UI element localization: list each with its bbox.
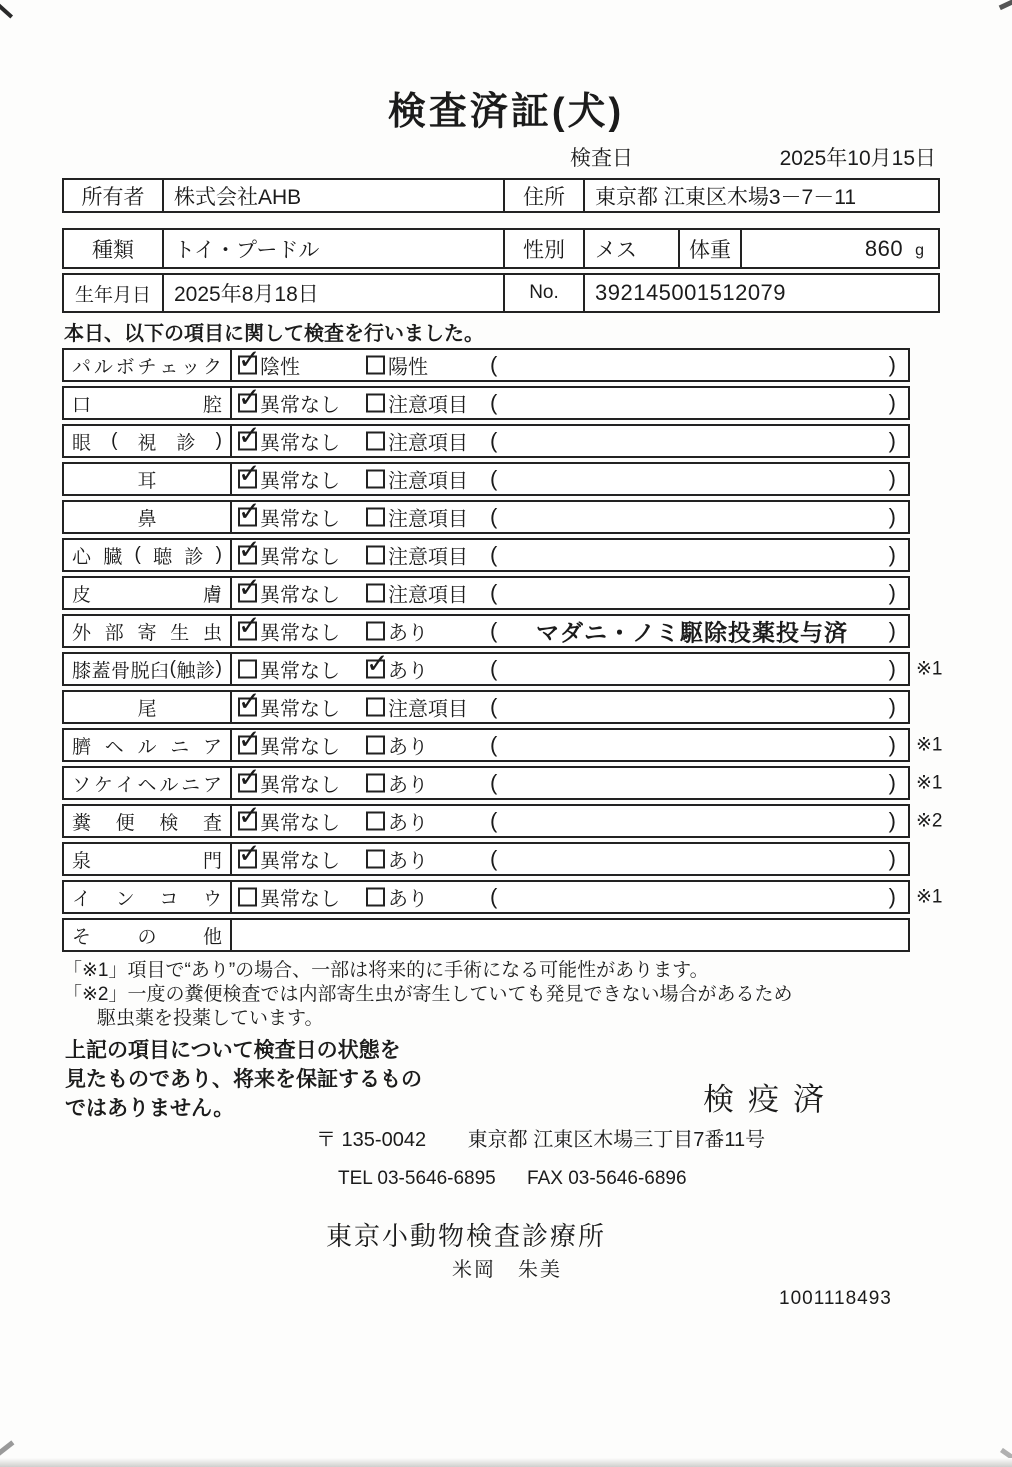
exam-item-content (232, 578, 908, 608)
exam-option (366, 845, 428, 874)
paren-close: ) (888, 466, 896, 491)
document-number: 1001118493 (779, 1288, 892, 1309)
paren-open: ( (490, 808, 498, 833)
exam-option (238, 427, 340, 456)
paren-open: ( (490, 656, 498, 681)
exam-option (366, 807, 428, 836)
checkbox-icon (238, 660, 257, 679)
sex-value: メス (585, 230, 680, 267)
examiner-name: 米岡 朱美 (452, 1259, 562, 1281)
exam-option (238, 503, 340, 532)
checkbox-icon (366, 432, 385, 451)
checkbox-icon (238, 508, 257, 527)
disclaimer-line-3: ではありません。 (65, 1097, 235, 1120)
exam-row (62, 728, 943, 762)
weight-unit: g (915, 241, 924, 259)
no-value: 392145001512079 (595, 280, 787, 305)
paren-close: ) (888, 656, 896, 681)
exam-item-label: 膝 蓋 骨 脱 臼 ( 触 診 ) (64, 654, 232, 684)
checkbox-icon (366, 584, 385, 603)
option-label: 注意項目 (388, 432, 468, 455)
exam-row (62, 386, 910, 420)
checkbox-icon (238, 432, 257, 451)
exam-item-label: 糞 便 検 査 (64, 806, 232, 836)
option-label: 陽性 (388, 356, 428, 379)
row-footnote-ref: ※2 (916, 810, 943, 832)
paren-content: マダニ・ノミ駆除投薬投与済 (536, 619, 848, 646)
checkbox-icon (238, 584, 257, 603)
exam-row (62, 652, 943, 686)
option-label: 注意項目 (388, 546, 468, 569)
exam-item-label: 鼻 (64, 502, 232, 532)
weight-value (742, 230, 938, 267)
paren-close: ) (888, 808, 896, 833)
exam-row (62, 690, 910, 724)
exam-option (238, 693, 340, 722)
exam-row (62, 842, 910, 876)
option-label: あり (388, 850, 428, 873)
exam-option (238, 731, 340, 760)
exam-option (366, 731, 428, 760)
paren-open: ( (490, 466, 498, 491)
paren-open: ( (490, 504, 498, 529)
exam-item-label: 口 腔 (64, 388, 232, 418)
exam-item-label: 眼 ( 視 診 ) (64, 426, 232, 456)
paren-close: ) (888, 618, 896, 643)
exam-item-content (232, 350, 908, 380)
paren-open: ( (490, 428, 498, 453)
option-label: あり (388, 812, 428, 835)
footnote-2-continued: 駆虫薬を投薬しています。 (97, 1008, 324, 1029)
option-label: 異常なし (260, 774, 340, 797)
option-label: 異常なし (260, 736, 340, 759)
option-label: 注意項目 (388, 698, 468, 721)
checkbox-icon (238, 888, 257, 907)
paren-close: ) (888, 694, 896, 719)
row-footnote-ref: ※1 (916, 772, 943, 794)
exam-item-label: 尾 (64, 692, 232, 722)
exam-item-label: 耳 (64, 464, 232, 494)
breed-value: トイ・プードル (164, 230, 505, 267)
exam-row (62, 500, 910, 534)
exam-option (238, 845, 340, 874)
exam-item-label: 臍 ヘ ル ニ ア (64, 730, 232, 760)
clinic-postal-row (316, 1123, 765, 1152)
exam-item-content (232, 844, 908, 874)
exam-row (62, 348, 910, 382)
option-label: あり (388, 888, 428, 911)
exam-row (62, 462, 910, 496)
option-label: 異常なし (260, 888, 340, 911)
paren-open: ( (490, 580, 498, 605)
exam-option (366, 655, 428, 684)
option-label: 異常なし (260, 584, 340, 607)
option-label: あり (388, 736, 428, 759)
breed-label: 種類 (64, 230, 164, 267)
quarantine-stamp: 検疫済 (703, 1082, 838, 1117)
weight-number: 860 (864, 235, 904, 261)
checkbox-icon (366, 698, 385, 717)
birth-no-table (62, 273, 940, 313)
scan-artifact-top-right (999, 0, 1012, 10)
checkbox-icon (366, 850, 385, 869)
checkbox-icon (238, 546, 257, 565)
exam-option (366, 503, 468, 532)
clinic-postal-code: 〒 135-0042 (316, 1129, 427, 1151)
exam-item-label: そ の 他 (64, 920, 232, 950)
exam-option (366, 579, 468, 608)
paren-close: ) (888, 580, 896, 605)
exam-option (366, 351, 428, 380)
checkbox-icon (366, 736, 385, 755)
paren-close: ) (888, 428, 896, 453)
checkbox-icon (366, 888, 385, 907)
option-label: 異常なし (260, 660, 340, 683)
option-label: 異常なし (260, 850, 340, 873)
option-label: 注意項目 (388, 394, 468, 417)
exam-item-content (232, 882, 908, 912)
checkbox-icon (238, 394, 257, 413)
disclaimer-line-2: 見たものであり、将来を保証するもの (65, 1068, 422, 1091)
address-value: 東京都 江東区木場3－7－11 (595, 185, 856, 209)
exam-option (366, 883, 428, 912)
checkbox-icon (366, 356, 385, 375)
exam-item-content (232, 388, 908, 418)
option-label: 異常なし (260, 698, 340, 721)
birth-value: 2025年8月18日 (164, 275, 505, 311)
option-label: 異常なし (260, 812, 340, 835)
exam-date-label: 検査日 (570, 147, 633, 170)
paren-close: ) (888, 390, 896, 415)
exam-item-content (232, 692, 908, 722)
checkbox-icon (366, 470, 385, 489)
exam-option (238, 655, 340, 684)
exam-row (62, 424, 910, 458)
pet-info-table (62, 228, 940, 269)
exam-table (62, 348, 943, 956)
owner-label: 所有者 (64, 180, 164, 211)
exam-item-content (232, 920, 908, 950)
exam-option (366, 389, 468, 418)
exam-item-content (232, 730, 908, 760)
sex-label: 性別 (505, 230, 585, 267)
exam-option (238, 579, 340, 608)
exam-item-label: パ ル ボ チ ェ ッ ク (64, 350, 232, 380)
exam-item-content (232, 426, 908, 456)
exam-row (62, 614, 910, 648)
row-footnote-ref: ※1 (916, 658, 943, 680)
option-label: 異常なし (260, 622, 340, 645)
scan-edge-shadow (0, 1458, 1012, 1467)
paren-open: ( (490, 846, 498, 871)
exam-item-label: 心 臓 ( 聴 診 ) (64, 540, 232, 570)
exam-option (238, 807, 340, 836)
exam-option (366, 541, 468, 570)
paren-open: ( (490, 618, 498, 643)
checkbox-icon (238, 622, 257, 641)
exam-option (238, 883, 340, 912)
paren-close: ) (888, 352, 896, 377)
exam-item-content (232, 806, 908, 836)
page-title: 検査済証(犬) (387, 91, 625, 133)
exam-item-label: イ ン コ ウ (64, 882, 232, 912)
checkbox-icon (366, 660, 385, 679)
exam-row (62, 804, 943, 838)
exam-row (62, 880, 943, 914)
checkbox-icon (238, 774, 257, 793)
paren-close: ) (888, 846, 896, 871)
option-label: 陰性 (260, 356, 300, 379)
checkbox-icon (366, 812, 385, 831)
paren-open: ( (490, 390, 498, 415)
clinic-fax: FAX 03-5646-6896 (527, 1168, 687, 1189)
option-label: 異常なし (260, 546, 340, 569)
exam-option (238, 541, 340, 570)
clinic-address: 東京都 江東区木場三丁目7番11号 (467, 1129, 766, 1151)
exam-option (366, 693, 468, 722)
row-footnote-ref: ※1 (916, 886, 943, 908)
exam-item-label: 泉 門 (64, 844, 232, 874)
disclaimer (65, 1036, 422, 1123)
exam-item-content (232, 768, 908, 798)
paren-close: ) (888, 884, 896, 909)
no-label: No. (505, 275, 585, 311)
option-label: あり (388, 622, 428, 645)
owner-value: 株式会社AHB (164, 180, 505, 211)
paren-open: ( (490, 732, 498, 757)
footnotes (63, 959, 793, 1031)
checkbox-icon (238, 470, 257, 489)
option-label: 異常なし (260, 394, 340, 417)
paren-close: ) (888, 732, 896, 757)
option-label: あり (388, 660, 428, 683)
option-label: 注意項目 (388, 584, 468, 607)
exam-row (62, 576, 910, 610)
exam-item-content (232, 502, 908, 532)
exam-row (62, 918, 910, 952)
checkbox-icon (366, 508, 385, 527)
row-footnote-ref: ※1 (916, 734, 943, 756)
exam-item-content (232, 654, 908, 684)
clinic-tel: TEL 03-5646-6895 (338, 1168, 496, 1189)
exam-item-content (232, 540, 908, 570)
checkbox-icon (366, 774, 385, 793)
exam-row (62, 766, 943, 800)
exam-option (366, 427, 468, 456)
paren-close: ) (888, 770, 896, 795)
exam-option (238, 465, 340, 494)
paren-open: ( (490, 542, 498, 567)
checkbox-icon (238, 736, 257, 755)
paren-open: ( (490, 694, 498, 719)
checkbox-icon (238, 698, 257, 717)
scan-artifact-top-left (0, 3, 13, 18)
exam-option (238, 351, 300, 380)
footnote-1: 「※1」項目で“あり”の場合、一部は将来的に手術になる可能性があります。 (63, 960, 709, 981)
option-label: 注意項目 (388, 508, 468, 531)
clinic-contact-row (338, 1168, 687, 1190)
exam-date-row (570, 142, 936, 172)
exam-row (62, 538, 910, 572)
exam-option (238, 617, 340, 646)
exam-item-label: 外 部 寄 生 虫 (64, 616, 232, 646)
exam-option (366, 617, 428, 646)
paren-open: ( (490, 352, 498, 377)
paren-close: ) (888, 504, 896, 529)
checkbox-icon (366, 622, 385, 641)
checkbox-icon (238, 812, 257, 831)
birth-label: 生年月日 (64, 275, 164, 311)
footnote-2: 「※2」一度の糞便検査では内部寄生虫が寄生していても発見できない場合があるため (63, 984, 793, 1005)
disclaimer-line-1: 上記の項目について検査日の状態を (65, 1039, 401, 1062)
address-label: 住所 (505, 180, 585, 211)
checkbox-icon (238, 850, 257, 869)
scan-artifact-bottom-left (0, 1440, 14, 1456)
exam-option (238, 769, 340, 798)
paren-close: ) (888, 542, 896, 567)
checkbox-icon (238, 356, 257, 375)
exam-option (238, 389, 340, 418)
option-label: 注意項目 (388, 470, 468, 493)
option-label: 異常なし (260, 470, 340, 493)
owner-table (62, 178, 940, 213)
checkbox-icon (366, 394, 385, 413)
clinic-name: 東京小動物検査診療所 (326, 1221, 607, 1251)
paren-open: ( (490, 770, 498, 795)
weight-label: 体重 (680, 230, 742, 267)
exam-option (366, 465, 468, 494)
exam-date-value: 2025年10月15日 (779, 147, 936, 170)
paren-open: ( (490, 884, 498, 909)
exam-item-label: 皮 膚 (64, 578, 232, 608)
exam-option (366, 769, 428, 798)
intro-text: 本日、以下の項目に関して検査を行いました。 (64, 323, 484, 345)
option-label: 異常なし (260, 432, 340, 455)
checkbox-icon (366, 546, 385, 565)
exam-item-label: ソ ケ イ ヘ ル ニ ア (64, 768, 232, 798)
option-label: 異常なし (260, 508, 340, 531)
option-label: あり (388, 774, 428, 797)
exam-item-content (232, 464, 908, 494)
exam-item-content (232, 616, 908, 646)
